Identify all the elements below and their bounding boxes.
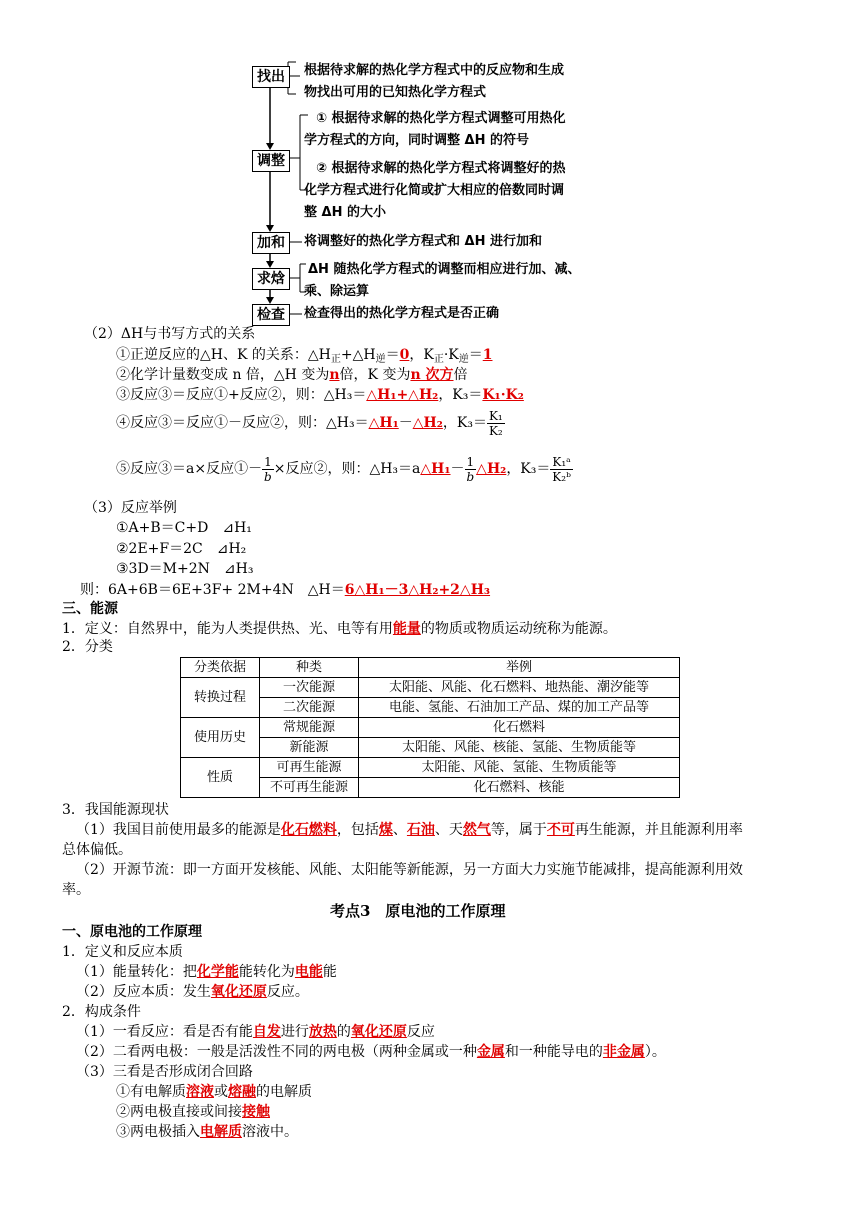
answer-blank: 化石燃料 <box>280 822 337 838</box>
flow-adjust-text-3: ② 根据待求解的热化学方程式将调整好的热 <box>316 161 566 176</box>
answer-blank: 6△H₁－3△H₂+2△H₃ <box>344 582 491 598</box>
table-cell: 常规能源 <box>260 718 359 738</box>
kd3-def-heading: 1．定义和反应本质 <box>62 944 183 960</box>
sec2-line1: ①正逆反应的△H、K 的关系：$\triangle H_正+\triangle H_逆=0$，$K_正\cdot K_逆=1$ <box>116 347 493 365</box>
kd3-cond-3: （3）三看是否形成闭合回路 <box>76 1064 253 1080</box>
table-cell: 化石燃料 <box>359 718 680 738</box>
flow-sum-text: 将调整好的热化学方程式和 ΔH 进行加和 <box>304 234 542 249</box>
answer-blank: △H₁ <box>368 415 399 431</box>
flow-adjust-text-4: 化学方程式进行化简或扩大相应的倍数同时调 <box>304 183 565 198</box>
kd3-def-2: （2）反应本质：发生氧化还原反应。 <box>76 984 309 1000</box>
sec3-result: 则：6A+6B＝6E+3F+ 2M+4N △H＝6△H₁－3△H₂+2△H₃ <box>80 582 491 598</box>
table-header: 分类依据 <box>181 658 260 678</box>
kd3-cond-3b: ②两电极直接或间接接触 <box>116 1104 270 1120</box>
answer-blank: △H₂ <box>476 461 507 477</box>
answer-blank: 化学能 <box>196 964 239 980</box>
kd3-cond-2: （2）二看两电极：一般是活泼性不同的两电极（两种金属或一种金属和一种能导电的非金属）。 <box>76 1044 666 1060</box>
kd3-cond-3c: ③两电极插入电解质溶液中。 <box>116 1124 298 1140</box>
sec2-line3: ③反应③＝反应①+反应②，则：△H₃＝△H₁+△H₂，K₃＝K₁·K₂ <box>116 387 524 403</box>
table-row <box>181 678 680 698</box>
table-cell: 太阳能、风能、化石燃料、地热能、潮汐能等 <box>359 678 680 698</box>
table-cell: 太阳能、风能、核能、氢能、生物质能等 <box>359 738 680 758</box>
flow-adjust-text-1: ① 根据待求解的热化学方程式调整可用热化 <box>316 111 566 126</box>
fraction-1b-2: $\frac{1}{b}$ <box>466 454 475 484</box>
table-cell: 性质 <box>181 758 260 798</box>
energy-definition: 1．定义：自然界中，能为人类提供热、光、电等有用能量的物质或物质运动统称为能源。 <box>62 621 617 637</box>
flow-step-adjust: 调整 <box>252 150 290 172</box>
flow-adjust-text-2: 学方程式的方向，同时调整 ΔH 的符号 <box>304 133 529 148</box>
sec2-line5: ⑤反应③＝a×反应①－ $\frac{1}{b}$ ×反应②，则：△H₃＝a△H₁－ $\frac{1}{b}$ △H₂，K₃＝ $\frac{\text{K₁ᵃ}}{\text{K₂ᵇ}}$ <box>116 454 571 484</box>
flow-step-sum: 加和 <box>252 232 290 254</box>
answer-blank: n <box>329 367 340 383</box>
answer-blank: 煤 <box>378 822 393 838</box>
answer-blank: 能量 <box>392 621 421 637</box>
energy-table <box>180 657 680 798</box>
fraction-1b: $\frac{1}{b}$ <box>264 454 272 484</box>
flow-step-enthalpy: 求焓 <box>252 268 290 290</box>
energy-title: 三、能源 <box>62 601 118 617</box>
section-title: 考点3 原电池的工作原理 <box>330 902 506 920</box>
answer-blank: 不可 <box>546 822 575 838</box>
energy-classification: 2．分类 <box>62 639 113 655</box>
sec2-heading: （2）ΔH与书写方式的关系 <box>84 326 256 342</box>
sec2-line2: ②化学计量数变成 n 倍，△H 变为n倍，K 变为n 次方倍 <box>116 367 468 383</box>
table-header: 种类 <box>260 658 359 678</box>
flow-check-text: 检查得出的热化学方程式是否正确 <box>304 306 500 321</box>
table-cell: 可再生能源 <box>260 758 359 778</box>
table-cell: 化石燃料、核能 <box>359 778 680 798</box>
answer-blank: 0 <box>399 347 410 363</box>
answer-blank: 电能 <box>294 964 323 980</box>
fraction-k-power: $\frac{\text{K₁ᵃ}}{\text{K₂ᵇ}}$ <box>552 454 571 484</box>
answer-blank: 放热 <box>308 1024 337 1040</box>
sec2-line4: ④反应③＝反应①－反应②，则：△H₃＝△H₁－△H₂，K₃＝ $\frac{\text{K₁}}{\text{K₂}}$ <box>116 408 503 438</box>
table-cell: 太阳能、风能、氢能、生物质能等 <box>359 758 680 778</box>
answer-blank: n 次方 <box>410 367 454 383</box>
flow-find-text-1: 根据待求解的热化学方程式中的反应物和生成 <box>304 63 565 78</box>
table-cell: 使用历史 <box>181 718 260 758</box>
answer-blank: 溶液 <box>186 1084 214 1100</box>
answer-blank: 接触 <box>242 1104 270 1120</box>
flow-find-text-2: 物找出可用的已知热化学方程式 <box>304 85 487 100</box>
table-cell: 转换过程 <box>181 678 260 718</box>
answer-blank: 1 <box>482 347 493 363</box>
flow-step-check: 检查 <box>252 304 290 326</box>
table-row <box>181 758 680 778</box>
table-header: 举例 <box>359 658 680 678</box>
answer-blank: 石油 <box>406 822 435 838</box>
answer-blank: 金属 <box>476 1044 505 1060</box>
sec3-reaction-2: ②2E+F＝2C ⊿H₂ <box>116 541 247 557</box>
kd3-cond-heading: 2．构成条件 <box>62 1004 141 1020</box>
answer-blank: 氧化还原 <box>350 1024 407 1040</box>
table-cell: 电能、氢能、石油加工产品、煤的加工产品等 <box>359 698 680 718</box>
answer-blank: 非金属 <box>602 1044 645 1060</box>
flow-enthalpy-text-2: 乘、除运算 <box>304 284 370 299</box>
answer-blank: 自发 <box>252 1024 281 1040</box>
sec3-reaction-3: ③3D＝M+2N ⊿H₃ <box>116 561 254 577</box>
kd3-def-1: （1）能量转化：把化学能能转化为电能能 <box>76 964 337 980</box>
energy-para-1: （1）我国目前使用最多的能源是化石燃料，包括煤、石油、天然气等，属于不可再生能源，并且能源利用率 <box>76 822 743 838</box>
kd3-cond-3a: ①有电解质溶液或熔融的电解质 <box>116 1084 312 1100</box>
flow-adjust-text-5: 整 ΔH 的大小 <box>304 205 386 220</box>
answer-blank: 然气 <box>462 822 491 838</box>
sec3-heading: （3）反应举例 <box>84 500 177 516</box>
kd3-cond-1: （1）一看反应：看是否有能自发进行放热的氧化还原反应 <box>76 1024 435 1040</box>
sec3-reaction-1: ①A+B＝C+D ⊿H₁ <box>116 520 252 536</box>
answer-blank: 电解质 <box>200 1124 242 1140</box>
energy-para-2: （2）开源节流：即一方面开发核能、风能、太阳能等新能源，另一方面大力实施节能减排，提高能源利用效 <box>76 862 743 878</box>
table-row <box>181 718 680 738</box>
energy-para-2-cont: 率。 <box>62 882 90 898</box>
answer-blank: △H₂ <box>412 415 443 431</box>
energy-para-1-cont: 总体偏低。 <box>62 842 132 858</box>
answer-blank: △H₁ <box>420 461 451 477</box>
answer-blank: △H₁+△H₂ <box>366 387 439 403</box>
fraction-k: $\frac{\text{K₁}}{\text{K₂}}$ <box>488 408 503 438</box>
answer-blank: 熔融 <box>228 1084 256 1100</box>
flow-enthalpy-text-1: ΔH 随热化学方程式的调整而相应进行加、减、 <box>308 262 581 277</box>
table-cell: 一次能源 <box>260 678 359 698</box>
table-header-row <box>181 658 680 678</box>
kd3-subtitle: 一、原电池的工作原理 <box>62 924 202 940</box>
table-cell: 不可再生能源 <box>260 778 359 798</box>
energy-status: 3．我国能源现状 <box>62 802 169 818</box>
table-cell: 新能源 <box>260 738 359 758</box>
flow-step-find: 找出 <box>252 66 290 88</box>
answer-blank: K₁·K₂ <box>482 387 524 403</box>
table-cell: 二次能源 <box>260 698 359 718</box>
answer-blank: 氧化还原 <box>210 984 267 1000</box>
